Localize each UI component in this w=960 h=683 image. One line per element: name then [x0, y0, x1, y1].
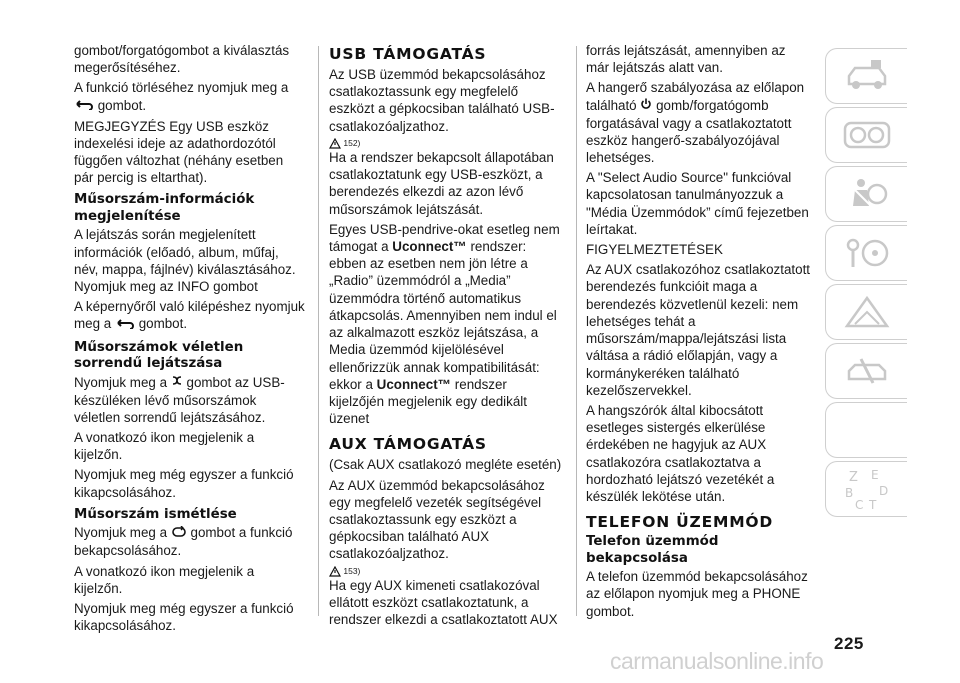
- text: Nyomjuk meg a: [74, 525, 168, 541]
- paragraph: A lejátszás során megjelenített információk (előadó, album, műfaj, név, mappa, fájlnév) kiválasztásához. Nyomjuk meg az INFO gombot: [74, 227, 296, 295]
- warning-icon: [329, 138, 341, 149]
- brand-name: Uconnect™: [376, 376, 452, 392]
- column-1: [74, 42, 306, 637]
- column-divider: [576, 46, 577, 616]
- column-2: [329, 40, 565, 631]
- section-heading: USB TÁMOGATÁS: [329, 45, 487, 63]
- column-3: [586, 42, 811, 623]
- multimedia-music-icon: [841, 410, 893, 450]
- paragraph: [329, 221, 565, 427]
- seatbelt-airbag-icon: [841, 176, 893, 212]
- paragraph: A vonatkozó ikon megjelenik a kijelzőn.: [74, 563, 255, 596]
- paragraph: forrás lejátszását, amennyiben az már lejátszás alatt van.: [586, 43, 786, 76]
- subsection-heading: Telefon üzemmód bekapcsolása: [586, 534, 719, 566]
- chapter-tabs: [825, 48, 907, 520]
- paragraph: Ha a rendszer bekapcsolt állapotában csatlakoztatunk egy USB-eszközt, a berendezés elkezdi az azon lévő műsorszámok lejátszását.: [329, 150, 554, 217]
- section-heading: AUX TÁMOGATÁS: [329, 435, 487, 454]
- service-wrench-icon: [841, 353, 893, 389]
- back-arrow-icon: [74, 97, 94, 114]
- column-divider: [318, 46, 319, 616]
- multimedia-tab[interactable]: [825, 402, 907, 458]
- paragraph: Az AUX üzemmód bekapcsolásához egy megfelelő vezeték segítségével csatlakoztassunk egy eszközt a gépkocsiban található AUX csatlakozóaljzathoz.: [329, 477, 545, 562]
- paragraph: Az AUX csatlakozóhoz csatlakoztatott berendezés funkcióit maga a berendezés közvetlenül kezeli: nem lehetséges tehát a műsorszám/mappa/lejátszási lista váltása a rádió előlapján, vagy a kormánykeréken található kezelőszervekkel.: [586, 262, 811, 398]
- car-overview-tab[interactable]: [825, 48, 907, 104]
- emergency-tab[interactable]: [825, 284, 907, 340]
- paragraph: [586, 79, 811, 166]
- paragraph: A vonatkozó ikon megjelenik a kijelzőn.: [74, 429, 255, 463]
- repeat-icon: [171, 525, 187, 542]
- svg-text:E: E: [870, 468, 879, 482]
- paragraph: A hangszórók által kibocsátott esetleges sistergés elkerülése érdekében ne hagyjuk az AUX csatlakozóra csatlakoztatva a hordozható lejátszó vezetékét a készülék lekötése után.: [586, 402, 775, 504]
- brand-name: Uconnect™: [392, 239, 467, 255]
- paragraph: (Csak AUX csatlakozó megléte esetén): [329, 457, 562, 473]
- paragraph: Nyomjuk meg még egyszer a funkció kikapcsolásához.: [74, 467, 294, 500]
- index-tab[interactable]: [825, 461, 907, 517]
- paragraph: [74, 524, 306, 559]
- svg-text:Z: Z: [848, 470, 858, 485]
- safety-tab[interactable]: [825, 166, 907, 222]
- text: A hangerő szabályozása az előlapon található: [586, 80, 805, 113]
- warning-ref: [329, 138, 565, 149]
- car-overview-icon: [841, 58, 893, 94]
- section-heading: Műsorszám ismétlése: [74, 506, 237, 522]
- back-arrow-icon: [115, 316, 135, 333]
- warning-triangle-icon: [841, 294, 893, 330]
- svg-text:C: C: [854, 498, 863, 511]
- watermark: carmanualsonline.info: [610, 648, 824, 674]
- paragraph: [74, 298, 306, 333]
- key-steering-icon: [841, 235, 893, 271]
- text: gombot.: [97, 97, 147, 113]
- paragraph: FIGYELMEZTETÉSEK: [586, 242, 723, 258]
- text: gombot a funkció bekapcsolásához.: [74, 525, 293, 559]
- text: rendszer: ebben az esetben nem jön létre a „Radio” üzemmódról a „Media” üzemmódra történő automatikus átkapcsolás. Amennyiben nem indul el az alkalmazott eszköz lejátszása, a Media üzemmód kijelölésével ellenőrizzük annak kompatibilitását: ekkor a: [329, 239, 557, 392]
- section-heading: Műsorszámok véletlen sorrendű lejátszása: [74, 339, 244, 372]
- section-heading: TELEFON ÜZEMMÓD: [586, 513, 774, 532]
- warning-number: 152): [343, 137, 361, 148]
- dashboard-gauges-icon: [841, 117, 893, 153]
- note: MEGJEGYZÉS Egy USB eszköz indexelési ideje az adathordozótól függően változhat (néhány esetben pár percig is eltarthat).: [74, 118, 284, 186]
- text: A képernyőről való kilépéshez nyomjuk meg a: [74, 299, 305, 332]
- alphabetical-index-icon: [841, 467, 893, 511]
- paragraph: gombot/forgatógombot a kiválasztás megerősítéséhez.: [74, 43, 290, 76]
- paragraph: A "Select Audio Source" funkcióval kapcsolatosan tanulmányozzuk a "Média Üzemmódok” című fejezetben leírtakat.: [586, 170, 809, 237]
- warning-icon: [329, 566, 341, 577]
- paragraph: Az USB üzemmód bekapcsolásához csatlakoztassunk egy megfelelő eszközt a gépkocsiban található USB-csatlakozóaljzathoz.: [329, 67, 555, 134]
- page-number: 225: [834, 634, 864, 653]
- paragraph: Ha egy AUX kimeneti csatlakozóval ellátott eszközt csatlakoztatunk, a rendszer elkezdi a csatlakoztatott AUX: [329, 577, 558, 628]
- dashboard-tab[interactable]: [825, 107, 907, 163]
- text: Nyomjuk meg a: [74, 374, 168, 390]
- text: Egyes USB-pendrive-okat esetleg nem támogat a: [329, 221, 560, 255]
- svg-text:T: T: [868, 498, 876, 511]
- text: A funkció törléséhez nyomjuk meg a: [74, 80, 289, 96]
- paragraph: [74, 374, 306, 426]
- text: gombot az USB-készüléken lévő műsorszámok véletlen sorrendű lejátszásához.: [74, 374, 285, 425]
- section-heading: Műsorszám-információk megjelenítése: [74, 192, 255, 224]
- paragraph: Nyomjuk meg még egyszer a funkció kikapcsolásához.: [74, 600, 294, 634]
- paragraph: [74, 79, 306, 114]
- paragraph: A telefon üzemmód bekapcsolásához az előlapon nyomjuk meg a PHONE gombot.: [586, 569, 808, 619]
- shuffle-icon: [171, 374, 183, 391]
- text: gombot.: [138, 316, 188, 332]
- warning-ref: [329, 566, 565, 577]
- maintenance-tab[interactable]: [825, 343, 907, 399]
- text: gomb/forgatógomb forgatásával vagy a csatlakoztatott eszköz hangerő-szabályozójával lehetséges.: [586, 97, 792, 166]
- text: rendszer kijelzőjén megjelenik egy dedikált üzenet: [329, 376, 527, 427]
- svg-text:B: B: [844, 486, 853, 500]
- warning-number: 153): [343, 565, 361, 576]
- svg-text:D: D: [878, 484, 888, 498]
- starting-driving-tab[interactable]: [825, 225, 907, 281]
- power-icon: [640, 97, 652, 114]
